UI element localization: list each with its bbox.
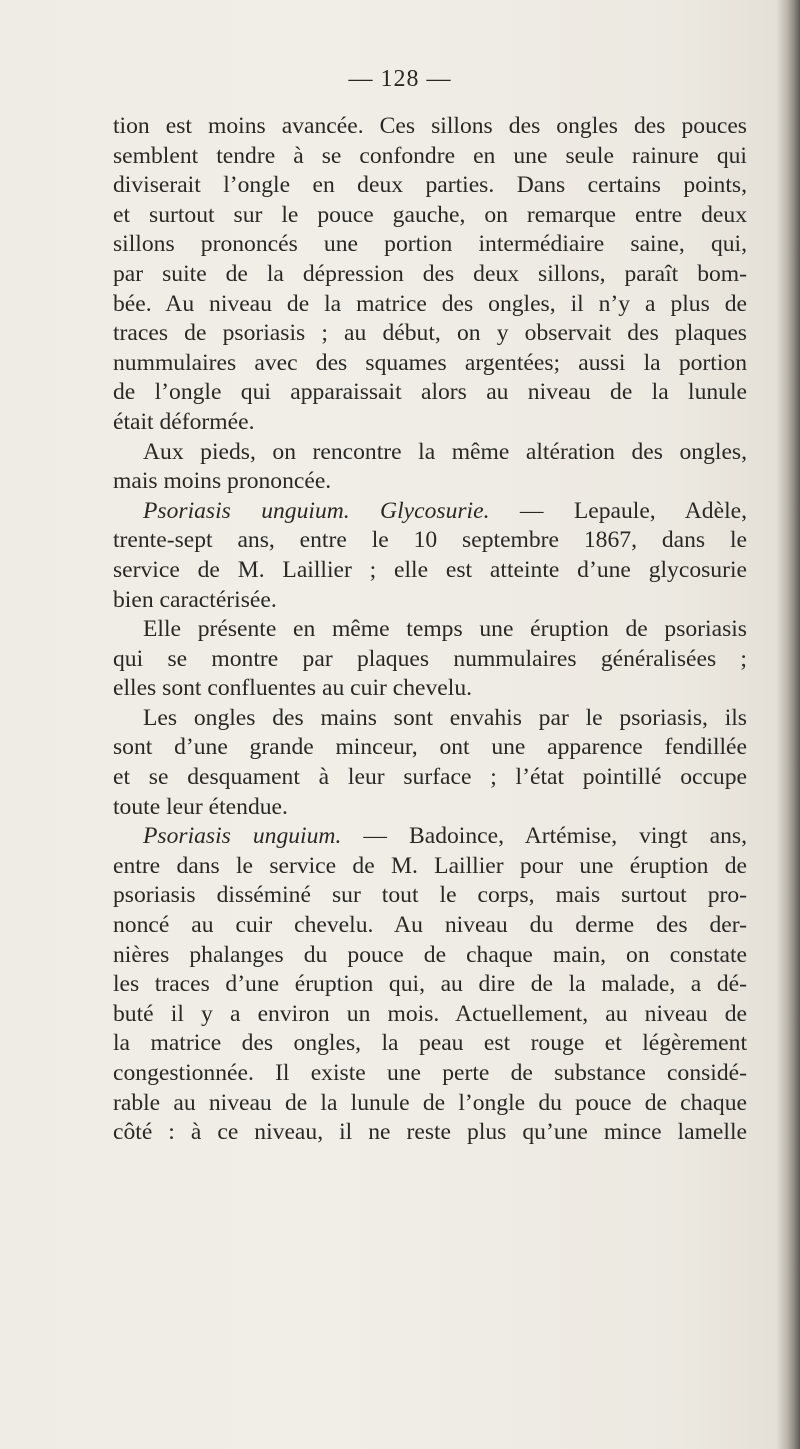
text-line: bien caractérisée.: [113, 586, 277, 613]
page-number: — 128 —: [348, 66, 452, 92]
case-heading-rest: — Lepaule, Adèle,: [519, 497, 747, 524]
text-line: bée. Au niveau de la matrice des ongles, il n’y a plus de: [113, 290, 747, 317]
text-line: noncé au cuir chevelu. Au niveau du derme des der-: [113, 912, 747, 939]
text-line: toute leur étendue.: [113, 793, 288, 820]
text-line: congestionnée. Il existe une perte de substance considé-: [113, 1060, 747, 1086]
text-line: entre dans le service de M. Laillier pour une éruption de: [113, 852, 747, 879]
text-line: rable au niveau de la lunule de l’ongle du pouce de chaque: [113, 1089, 747, 1116]
text-line: côté : à ce niveau, il ne reste plus qu’une mince lamelle: [113, 1119, 747, 1146]
case-heading-rest: — Badoince, Artémise, vingt ans,: [363, 823, 747, 850]
page-binding-shadow: [776, 0, 800, 1449]
text-line: Elle présente en même temps une éruption de psoriasis: [143, 616, 747, 643]
text-line: psoriasis disséminé sur tout le corps, mais surtout pro-: [113, 882, 747, 909]
text-line: traces de psoriasis ; au début, on y observait des plaques: [113, 320, 747, 347]
text-line: mais moins prononcée.: [113, 468, 332, 495]
text-line: qui se montre par plaques nummulaires généralisées ;: [113, 645, 747, 672]
case-heading-italic: Psoriasis unguium. Glycosurie.: [143, 497, 490, 524]
text-line: trente-sept ans, entre le 10 septembre 1867, dans le: [113, 527, 747, 554]
text-line: sont d’une grande minceur, ont une apparence fendillée: [113, 734, 747, 761]
text-line: sillons prononcés une portion intermédiaire saine, qui,: [113, 231, 747, 258]
text-line: service de M. Laillier ; elle est atteinte d’une glycosurie: [113, 556, 747, 583]
text-line: elles sont confluentes au cuir chevelu.: [113, 675, 473, 702]
case-heading-italic: Psoriasis unguium.: [143, 823, 342, 850]
text-line: semblent tendre à se confondre en une seule rainure qui: [113, 142, 747, 169]
body-text: [113, 112, 747, 1148]
text-line: Les ongles des mains sont envahis par le psoriasis, ils: [143, 704, 747, 731]
text-line: Aux pieds, on rencontre la même altération des ongles,: [143, 438, 747, 465]
text-line: et surtout sur le pouce gauche, on remarque entre deux: [113, 201, 747, 228]
text-line: la matrice des ongles, la peau est rouge et légèrement: [113, 1030, 747, 1057]
text-line: nières phalanges du pouce de chaque main, on constate: [113, 941, 747, 968]
case-heading-line: [113, 822, 747, 852]
text-line: par suite de la dépression des deux sillons, paraît bom-: [113, 260, 747, 287]
text-line: de l’ongle qui apparaissait alors au niveau de la lunule: [113, 379, 747, 406]
text-line: les traces d’une éruption qui, au dire de la malade, a dé-: [113, 971, 747, 998]
case-heading-line: [113, 497, 747, 527]
text-line: nummulaires avec des squames argentées; aussi la portion: [113, 349, 747, 376]
text-line: tion est moins avancée. Ces sillons des ongles des pouces: [113, 113, 747, 139]
text-line: était déformée.: [113, 408, 255, 435]
text-line: diviserait l’ongle en deux parties. Dans certains points,: [113, 172, 747, 199]
text-line: buté il y a environ un mois. Actuellement, au niveau de: [113, 1000, 747, 1027]
text-line: et se desquament à leur surface ; l’état pointillé occupe: [113, 764, 747, 791]
